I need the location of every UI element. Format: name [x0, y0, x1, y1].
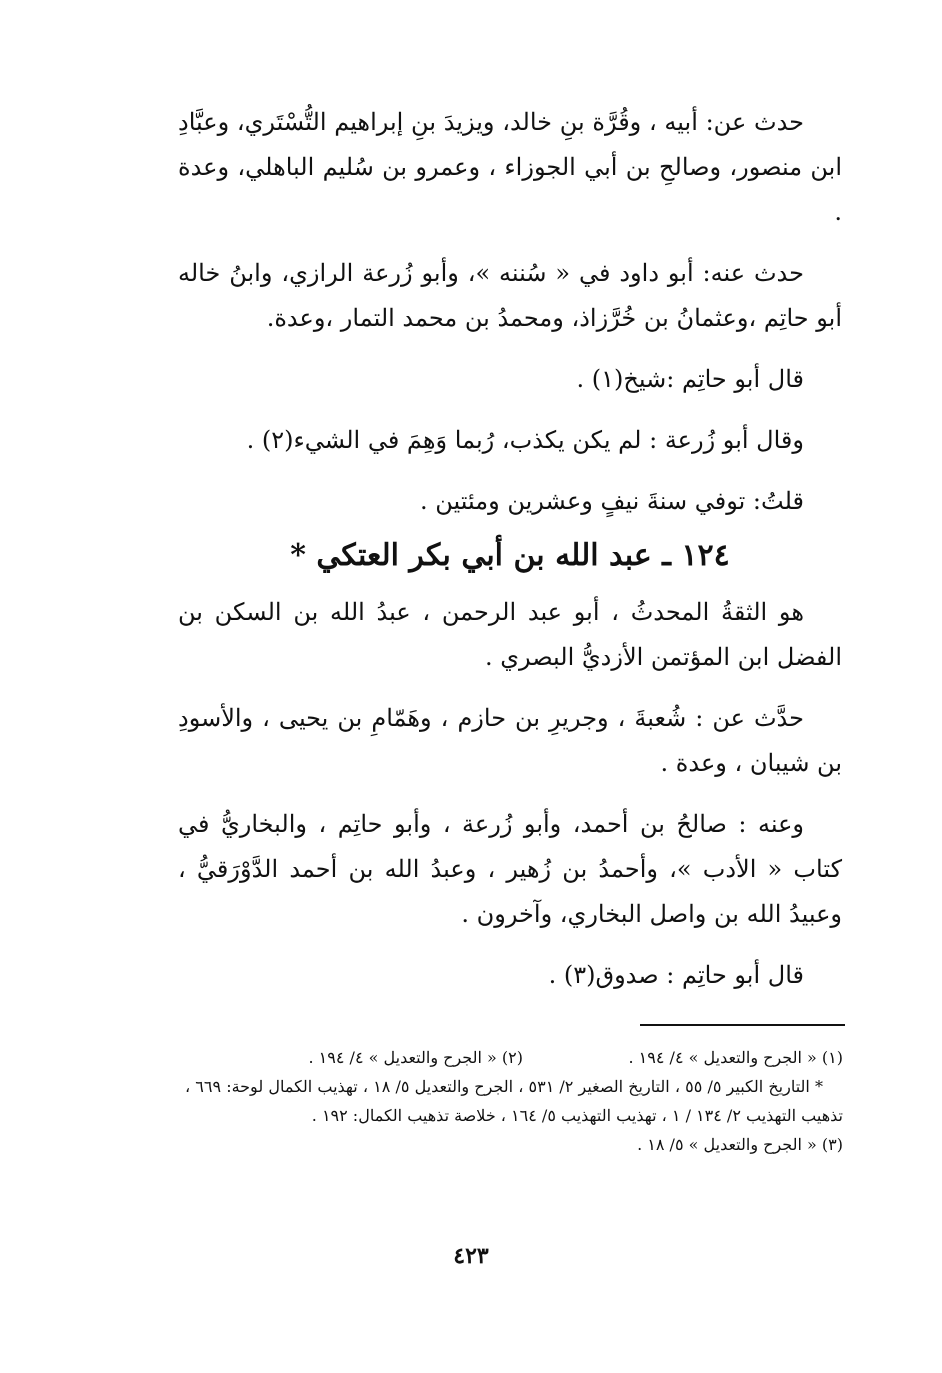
entry-heading: ١٢٤ ـ عبد الله بن أبي بكر العتكي * [290, 538, 730, 573]
footnote-1: (١) « الجرح والتعديل » ٤/ ١٩٤ . [628, 1048, 843, 1067]
teachers-paragraph: حدَّث عن : شُعبةَ ، وجريرِ بن حازم ، وهَمّامِ بن يحيى ، والأسودِ بن شيبان ، وعدة . [178, 704, 842, 777]
footnote-3: (٣) « الجرح والتعديل » ٥/ ١٨ . [637, 1135, 843, 1154]
author-note: قلتُ: توفي سنةَ نيفٍ وعشرين ومئتين . [420, 487, 804, 515]
footnote-divider [640, 1024, 845, 1026]
abu-hatim-quote: قال أبو حاتِم :شيخ(١) . [576, 365, 804, 393]
footnote-sources: * التاريخ الكبير ٥/ ٥٥ ، التاريخ الصغير ٢/ ٥٣١ ، الجرح والتعديل ٥/ ١٨ ، تهذيب الكمال لوحة: ٦٦٩ ، تذهيب التهذيب ٢/ ١٣٤ / ١ ، تهذيب التهذيب ٥/ ١٦٤ ، خلاصة تذهيب الكمال: ١٩٢ . [185, 1077, 843, 1125]
page-number: ٤٢٣ [453, 1243, 489, 1269]
heard-from-paragraph: حدث عن: أبيه ، وقُرَّة بنِ خالد، ويزيدَ بنِ إبراهيم التُّسْتَري، وعبَّادِ ابن منصور، وصالحِ بن أبي الجوزاء ، وعمرو بن سُليم الباهلي، وعدة . [178, 108, 842, 226]
narrated-by-paragraph: حدث عنه: أبو داود في « سُننه »، وأبو زُرعة الرازي، وابنُ خاله أبو حاتِم ،وعثمانُ بن خُرَّزاذ، ومحمدُ بن محمد التمار ،وعدة. [178, 259, 842, 332]
footnote-row [185, 1043, 843, 1072]
footnote-2: (٢) « الجرح والتعديل » ٤/ ١٩٤ . [308, 1048, 523, 1067]
footnotes [185, 1043, 843, 1159]
verdict-paragraph: قال أبو حاتِم : صدوق(٣) . [548, 961, 804, 989]
bio-paragraph: هو الثقةُ المحدثُ ، أبو عبد الرحمن ، عبدُ الله بن السكن بن الفضل ابن المؤتمن الأزديُّ البصري . [178, 598, 842, 671]
students-paragraph: وعنه : صالحُ بن أحمد، وأبو زُرعة ، وأبو حاتِم ، والبخاريُّ في كتاب « الأدب »، وأحمدُ بن زُهير ، وعبدُ الله بن أحمد الدَّوْرَقيُّ ، وعبيدُ الله بن واصل البخاري، وآخرون . [178, 810, 842, 928]
abu-zura-quote: وقال أبو زُرعة : لم يكن يكذب، رُبما وَهِمَ في الشيء(٢) . [246, 426, 804, 454]
entry-continuation [178, 100, 842, 998]
